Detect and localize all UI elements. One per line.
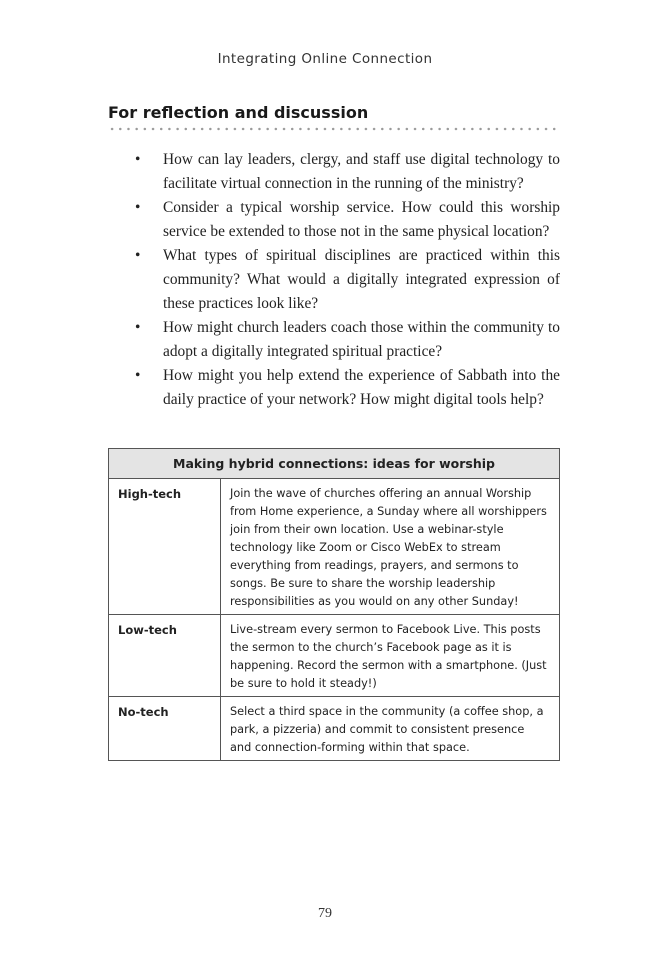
row-label: Low-tech — [109, 615, 221, 697]
table-row — [109, 697, 560, 761]
question-item — [126, 244, 560, 316]
question-text: How might you help extend the experience of Sabbath into the daily practice of your network? How might digital tools help? — [163, 367, 560, 408]
row-description: Join the wave of churches offering an annual Worship from Home experience, a Sunday where all worshippers join from their own location. Use a webinar-style technology like Zoom or Cisco WebEx to stream everything from readings, prayers, and sermons to songs. Be sure to share the worship leadership responsibilities as you would on any other Sunday! — [221, 479, 560, 615]
table-row — [109, 615, 560, 697]
table-title: Making hybrid connections: ideas for worship — [109, 449, 560, 479]
bullet-icon: • — [135, 319, 141, 336]
question-item — [126, 364, 560, 412]
question-item — [126, 316, 560, 364]
dotted-divider — [108, 127, 560, 131]
bullet-icon: • — [135, 151, 141, 168]
worship-ideas-table — [108, 448, 560, 761]
question-text: How can lay leaders, clergy, and staff use digital technology to facilitate virtual connection in the running of the ministry? — [163, 151, 560, 192]
running-head: Integrating Online Connection — [217, 51, 433, 67]
bullet-icon: • — [135, 247, 141, 264]
row-description: Live-stream every sermon to Facebook Live. This posts the sermon to the church’s Facebook page as it is happening. Record the sermon with a smartphone. (Just be sure to hold it steady!) — [221, 615, 560, 697]
section-heading: For reflection and discussion — [108, 103, 369, 122]
bullet-icon: • — [135, 199, 141, 216]
bullet-icon: • — [135, 367, 141, 384]
table-header-row — [109, 449, 560, 479]
row-label: High-tech — [109, 479, 221, 615]
question-text: What types of spiritual disciplines are practiced within this community? What would a digitally integrated expression of these practices look like? — [163, 247, 560, 312]
discussion-questions — [126, 148, 560, 412]
table-row — [109, 479, 560, 615]
question-item — [126, 148, 560, 196]
question-item — [126, 196, 560, 244]
row-label: No-tech — [109, 697, 221, 761]
question-text: How might church leaders coach those within the community to adopt a digitally integrated spiritual practice? — [163, 319, 560, 360]
question-text: Consider a typical worship service. How could this worship service be extended to those not in the same physical location? — [163, 199, 560, 240]
row-description: Select a third space in the community (a coffee shop, a park, a pizzeria) and commit to consistent presence and connection-forming within that space. — [221, 697, 560, 761]
page-number: 79 — [318, 906, 332, 921]
